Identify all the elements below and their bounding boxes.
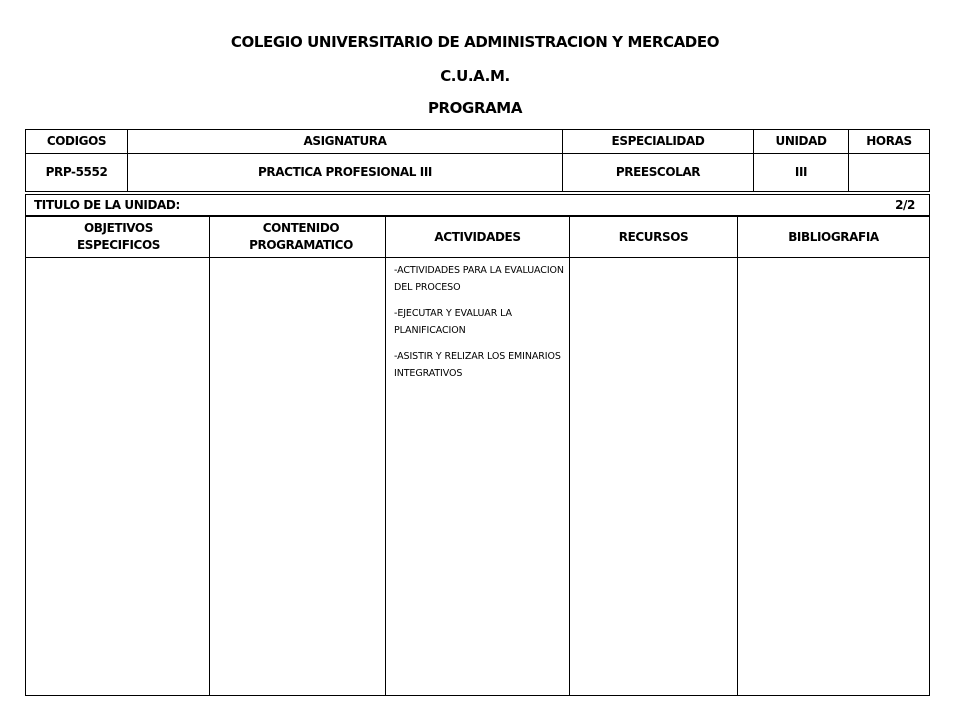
activity-item: -EJECUTAR Y EVALUAR LA PLANIFICACION bbox=[394, 308, 512, 336]
unit-title-label: TITULO DE LA UNIDAD: bbox=[34, 197, 180, 212]
header-especialidad: ESPECIALIDAD bbox=[611, 134, 705, 148]
acronym-title: C.U.A.M. bbox=[440, 67, 510, 85]
unit-title-bar bbox=[25, 194, 930, 216]
activity-item: -ACTIVIDADES PARA LA EVALUACION DEL PROCESO bbox=[394, 265, 564, 293]
course-unit: III bbox=[794, 165, 808, 179]
header-contenido: CONTENIDO PROGRAMATICO bbox=[249, 221, 353, 252]
course-code: PRP-5552 bbox=[45, 165, 108, 179]
course-subject: PRACTICA PROFESIONAL III bbox=[258, 165, 432, 179]
header-actividades: ACTIVIDADES bbox=[434, 229, 521, 244]
header-codigos: CODIGOS bbox=[46, 134, 107, 148]
institution-title: COLEGIO UNIVERSITARIO DE ADMINISTRACION Y MERCADEO bbox=[230, 33, 720, 51]
header-horas: HORAS bbox=[866, 134, 912, 148]
header-asignatura: ASIGNATURA bbox=[303, 134, 387, 148]
course-specialty: PREESCOLAR bbox=[615, 165, 701, 179]
activity-item: -ASISTIR Y RELIZAR LOS EMINARIOS INTEGRATIVOS bbox=[394, 351, 561, 379]
header-objetivos: OBJETIVOS ESPECIFICOS bbox=[76, 221, 161, 252]
header-unidad: UNIDAD bbox=[775, 134, 827, 148]
document-type-title: PROGRAMA bbox=[427, 99, 523, 117]
activities-list bbox=[394, 262, 564, 391]
course-hours bbox=[849, 154, 929, 191]
page-indicator: 2/2 bbox=[895, 197, 915, 212]
header-recursos: RECURSOS bbox=[618, 229, 689, 244]
course-table bbox=[25, 129, 930, 192]
header-bibliografia: BIBLIOGRAFIA bbox=[788, 229, 879, 244]
